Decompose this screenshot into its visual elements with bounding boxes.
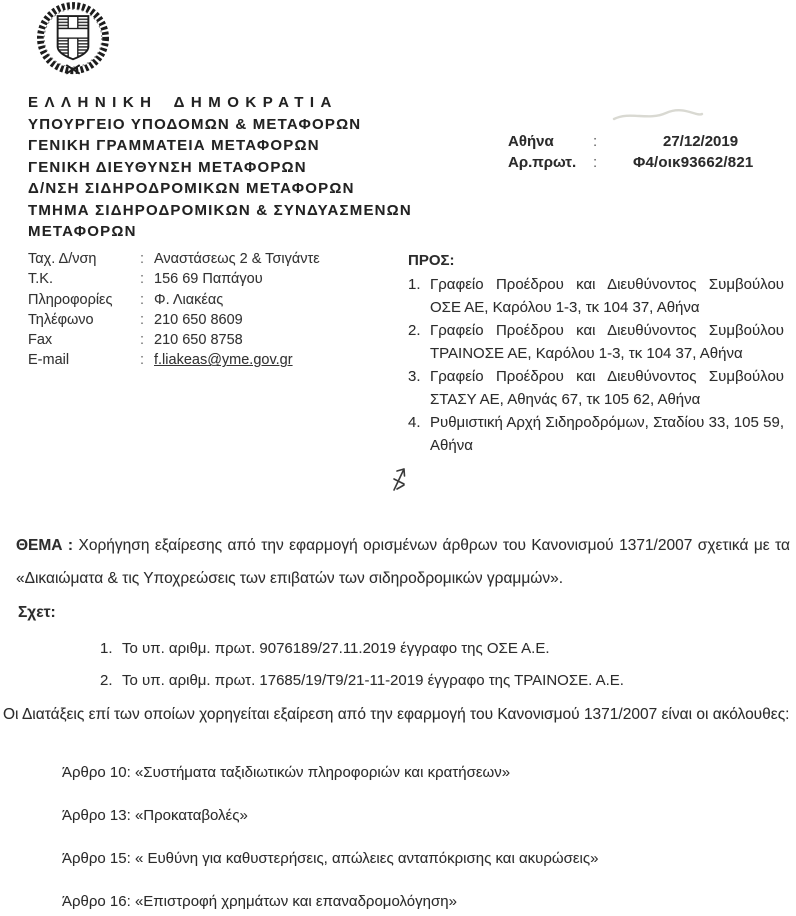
recipients-heading: ΠΡΟΣ: bbox=[408, 252, 455, 269]
body-intro: Οι Διατάξεις επί των οποίων χορηγείται εξαίρεση από την εφαρμογή του Κανονισμού 1371/2007 είναι οι ακόλουθες: bbox=[3, 706, 790, 723]
telephone-value: 210 650 8609 bbox=[154, 311, 243, 328]
department-line-1: ΤΜΗΜΑ ΣΙΔΗΡΟΔΡΟΜΙΚΩΝ & ΣΥΝΔΥΑΣΜΕΝΩΝ bbox=[28, 201, 412, 219]
handwritten-mark-icon bbox=[389, 466, 409, 494]
ministry-line: ΥΠΟΥΡΓΕΙΟ ΥΠΟΔΟΜΩΝ & ΜΕΤΑΦΟΡΩΝ bbox=[28, 115, 362, 133]
directorate-line: Δ/ΝΣΗ ΣΙΔΗΡΟΔΡΟΜΙΚΩΝ ΜΕΤΑΦΟΡΩΝ bbox=[28, 180, 355, 197]
reference-number: 1. bbox=[100, 640, 113, 657]
protocol-colon: : bbox=[593, 154, 598, 171]
email-label: E-mail bbox=[28, 352, 70, 369]
article-16: Άρθρο 16: «Επιστροφή χρημάτων και επαναδρομολόγηση» bbox=[62, 893, 457, 910]
recipient-trainose: Γραφείο Προέδρου και Διευθύνοντος Συμβούλου ΤΡΑΙΝΟΣΕ ΑΕ, Καρόλου 1-3, τκ 104 37, Αθήνα bbox=[430, 322, 784, 362]
article-13: Άρθρο 13: «Προκαταβολές» bbox=[62, 807, 248, 824]
reference-item bbox=[100, 638, 624, 659]
colon: : bbox=[140, 291, 145, 308]
subject-label: ΘΕΜΑ : bbox=[16, 537, 74, 554]
references-heading: Σχετ: bbox=[18, 604, 56, 621]
address-value: Αναστάσεως 2 & Τσιγάντε bbox=[154, 251, 320, 267]
date-colon: : bbox=[593, 133, 598, 150]
recipient-number: 3. bbox=[408, 368, 421, 385]
date-row bbox=[508, 131, 753, 152]
subject-text: Χορήγηση εξαίρεσης από την εφαρμογή ορισμένων άρθρων του Κανονισμού 1371/2007 σχετικά με τα «Δικαιώματα & τις Υποχρεώσεις των επιβατών των σιδηροδρομικών γραμμών». bbox=[16, 537, 790, 587]
recipient-item bbox=[408, 319, 784, 365]
contact-row-fax bbox=[28, 330, 320, 350]
date-protocol-block bbox=[508, 131, 753, 173]
postcode-label: Τ.Κ. bbox=[28, 271, 53, 288]
contact-row-address bbox=[28, 249, 320, 269]
department-line-2: ΜΕΤΑΦΟΡΩΝ bbox=[28, 223, 137, 240]
recipient-number: 1. bbox=[408, 276, 421, 293]
reference-ose: Το υπ. αριθμ. πρωτ. 9076189/27.11.2019 έγγραφο της ΟΣΕ Α.Ε. bbox=[122, 640, 550, 657]
address-label: Ταχ. Δ/νση bbox=[28, 251, 97, 267]
recipient-item bbox=[408, 273, 784, 319]
article-15: Άρθρο 15: « Ευθύνη για καθυστερήσεις, απώλειες ανταπόκρισης και ακυρώσεις» bbox=[62, 850, 599, 867]
recipient-number: 4. bbox=[408, 414, 421, 431]
reference-trainose: Το υπ. αριθμ. πρωτ. 17685/19/Τ9/21-11-2019 έγγραφο της ΤΡΑΙΝΟΣΕ. Α.Ε. bbox=[122, 672, 624, 689]
ministry-header bbox=[28, 92, 412, 243]
scan-artifact bbox=[612, 108, 704, 124]
information-label: Πληροφορίες bbox=[28, 291, 113, 308]
city-label: Αθήνα bbox=[508, 133, 554, 150]
recipient-item bbox=[408, 411, 784, 457]
subject-paragraph bbox=[16, 529, 790, 595]
colon: : bbox=[140, 311, 145, 328]
contact-row-telephone bbox=[28, 310, 320, 330]
colon: : bbox=[140, 251, 145, 267]
general-directorate-line: ΓΕΝΙΚΗ ΔΙΕΥΘΥΝΣΗ ΜΕΤΑΦΟΡΩΝ bbox=[28, 158, 307, 176]
document-date: 27/12/2019 bbox=[663, 133, 739, 150]
email-value: f.liakeas@yme.gov.gr bbox=[154, 352, 293, 369]
reference-number: 2. bbox=[100, 672, 113, 689]
greek-coat-of-arms-icon bbox=[25, 2, 121, 80]
information-value: Φ. Λιακέας bbox=[154, 291, 224, 308]
recipient-ras: Ρυθμιστική Αρχή Σιδηροδρόμων, Σταδίου 33, 105 59, Αθήνα bbox=[430, 414, 784, 454]
protocol-number: Φ4/οικ93662/821 bbox=[633, 154, 754, 171]
contact-row-email bbox=[28, 350, 320, 370]
republic-title: ΕΛΛΗΝΙΚΗ ΔΗΜΟΚΡΑΤΙΑ bbox=[28, 94, 338, 111]
fax-value: 210 650 8758 bbox=[154, 332, 243, 349]
articles-list bbox=[62, 762, 598, 916]
contact-block bbox=[28, 249, 320, 371]
colon: : bbox=[140, 271, 145, 288]
contact-row-information bbox=[28, 290, 320, 310]
recipients-block bbox=[408, 249, 784, 457]
recipient-ose: Γραφείο Προέδρου και Διευθύνοντος Συμβούλου ΟΣΕ ΑΕ, Καρόλου 1-3, τκ 104 37, Αθήνα bbox=[430, 276, 784, 316]
secretariat-line: ΓΕΝΙΚΗ ΓΡΑΜΜΑΤΕΙΑ ΜΕΤΑΦΟΡΩΝ bbox=[28, 137, 320, 154]
recipient-number: 2. bbox=[408, 322, 421, 339]
recipient-item bbox=[408, 365, 784, 411]
references-list bbox=[100, 638, 624, 702]
protocol-label: Αρ.πρωτ. bbox=[508, 154, 577, 171]
postcode-value: 156 69 Παπάγου bbox=[154, 271, 263, 288]
protocol-row bbox=[508, 152, 753, 173]
colon: : bbox=[140, 332, 145, 349]
contact-row-postcode bbox=[28, 269, 320, 289]
recipient-stasy: Γραφείο Προέδρου και Διευθύνοντος Συμβούλου ΣΤΑΣΥ ΑΕ, Αθηνάς 67, τκ 105 62, Αθήνα bbox=[430, 368, 784, 408]
fax-label: Fax bbox=[28, 332, 53, 349]
article-10: Άρθρο 10: «Συστήματα ταξιδιωτικών πληροφοριών και κρατήσεων» bbox=[62, 764, 511, 781]
reference-item bbox=[100, 670, 624, 691]
telephone-label: Τηλέφωνο bbox=[28, 311, 94, 328]
colon: : bbox=[140, 352, 145, 369]
